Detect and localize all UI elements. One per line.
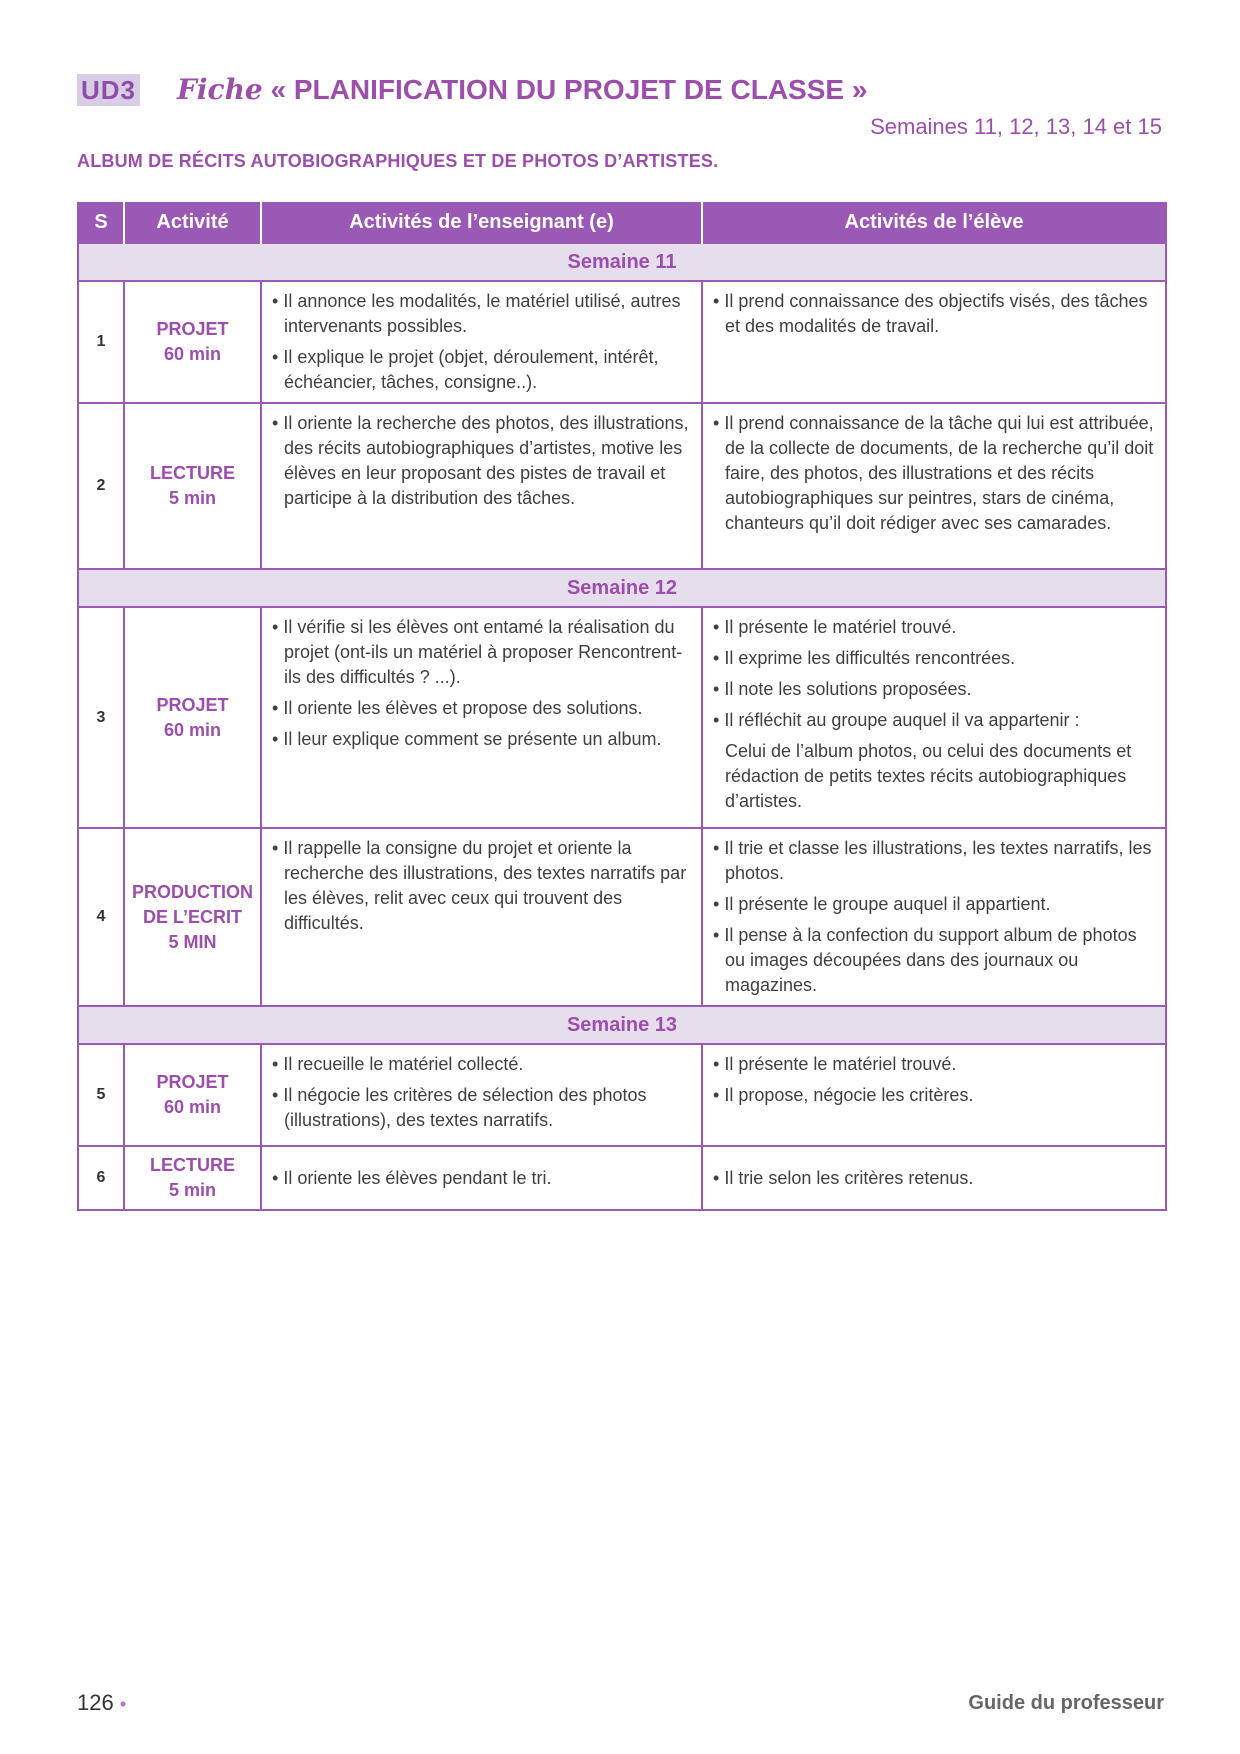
bullet-item: • Il trie et classe les illustrations, les textes narratifs, les photos. [713,838,1152,883]
student-cell [702,403,1166,569]
session-number: 5 [78,1044,124,1146]
activity-cell: LECTURE 5 min [124,1146,261,1210]
student-cell [702,281,1166,403]
teacher-cell [261,281,702,403]
teacher-cell [261,1044,702,1146]
bullet-item: • Il oriente la recherche des photos, des illustrations, des récits autobiographiques d’artistes, motive les élèves en leur proposant des pistes de travail et participe à la distribution des tâches. [272,413,689,508]
bullet-item: • Il trie selon les critères retenus. [713,1167,974,1188]
activity-cell: PROJET 60 min [124,607,261,828]
week-row [78,1006,1166,1044]
week-label: Semaine 12 [78,569,1166,607]
bullet-item: • Il prend connaissance des objectifs visés, des tâches et des modalités de travail. [713,291,1148,336]
session-number: 4 [78,828,124,1006]
page-number: 126 • [77,1690,127,1715]
bullet-item: • Il oriente les élèves pendant le tri. [272,1167,552,1188]
table-header-row [78,202,1166,243]
table-row [78,607,1166,828]
title-prefix: Fiche [177,73,263,106]
unit-badge: UD3 [77,74,140,106]
column-header-s: S [78,202,124,243]
table-row [78,828,1166,1006]
bullet-item: • Il réfléchit au groupe auquel il va appartenir : [713,710,1080,730]
page-title [177,72,867,108]
table-row [78,1044,1166,1146]
session-number: 6 [78,1146,124,1210]
column-header-activity: Activité [124,202,261,243]
title-text: « PLANIFICATION DU PROJET DE CLASSE » [270,74,868,105]
planning-table [77,202,1167,1211]
student-cell [702,828,1166,1006]
bullet-item: • Il oriente les élèves et propose des solutions. [272,698,643,718]
activity-cell: PROJET 60 min [124,1044,261,1146]
page-header [77,72,1165,112]
bullet-item: • Il explique le projet (objet, déroulement, intérêt, échéancier, tâches, consigne..). [272,347,659,392]
bullet-item: • Il prend connaissance de la tâche qui lui est attribuée, de la collecte de documents, de la recherche qu’il doit faire, des photos, des illustrations et des récits autobiographiques sur peintres, stars de cinéma, chanteurs qu’il doit rédiger avec ses camarades. [713,413,1154,533]
column-header-student: Activités de l’élève [702,202,1166,243]
teacher-cell [261,828,702,1006]
student-cell [702,1044,1166,1146]
week-row [78,569,1166,607]
bullet-item: • Il vérifie si les élèves ont entamé la réalisation du projet (ont-ils un matériel à proposer Rencontrent-ils des difficultés ? ...). [272,617,683,687]
bullet-item: • Il recueille le matériel collecté. [272,1054,524,1074]
session-number: 2 [78,403,124,569]
table-row [78,403,1166,569]
bullet-item: • Il annonce les modalités, le matériel utilisé, autres intervenants possibles. [272,291,681,336]
bullet-item: • Il présente le matériel trouvé. [713,617,957,637]
student-cell [702,607,1166,828]
weeks-label: Semaines 11, 12, 13, 14 et 15 [870,114,1162,139]
bullet-item: • Il présente le matériel trouvé. [713,1054,957,1074]
student-cell [702,1146,1166,1210]
bullet-item: • Il pense à la confection du support album de photos ou images découpées dans des journaux ou magazines. [713,925,1137,995]
page-bullet: • [119,1694,127,1714]
session-number: 3 [78,607,124,828]
table-row [78,1146,1166,1210]
bullet-item: • Il présente le groupe auquel il appartient. [713,894,1051,914]
student-note: Celui de l’album photos, ou celui des documents et rédaction de petits textes récits autobiographiques d’artistes. [725,741,1132,811]
teacher-cell [261,1146,702,1210]
column-header-teacher: Activités de l’enseignant (e) [261,202,702,243]
bullet-item: • Il leur explique comment se présente un album. [272,729,662,749]
bullet-item: • Il note les solutions proposées. [713,679,972,699]
activity-cell: PROJET 60 min [124,281,261,403]
activity-cell: LECTURE 5 min [124,403,261,569]
teacher-cell [261,607,702,828]
subtitle: ALBUM DE RÉCITS AUTOBIOGRAPHIQUES ET DE PHOTOS D’ARTISTES. [77,151,719,171]
teacher-cell [261,403,702,569]
bullet-item: • Il exprime les difficultés rencontrées. [713,648,1016,668]
week-row [78,243,1166,281]
session-number: 1 [78,281,124,403]
bullet-item: • Il négocie les critères de sélection des photos (illustrations), des textes narratifs. [272,1085,647,1130]
activity-cell: PRODUCTION DE L’ECRIT 5 MIN [124,828,261,1006]
footer-guide: Guide du professeur [968,1692,1164,1714]
week-label: Semaine 11 [78,243,1166,281]
bullet-item: • Il propose, négocie les critères. [713,1085,974,1105]
week-label: Semaine 13 [78,1006,1166,1044]
bullet-item: • Il rappelle la consigne du projet et oriente la recherche des illustrations, des textes narratifs par les élèves, relit avec ceux qui trouvent des difficultés. [272,838,687,933]
table-row [78,281,1166,403]
